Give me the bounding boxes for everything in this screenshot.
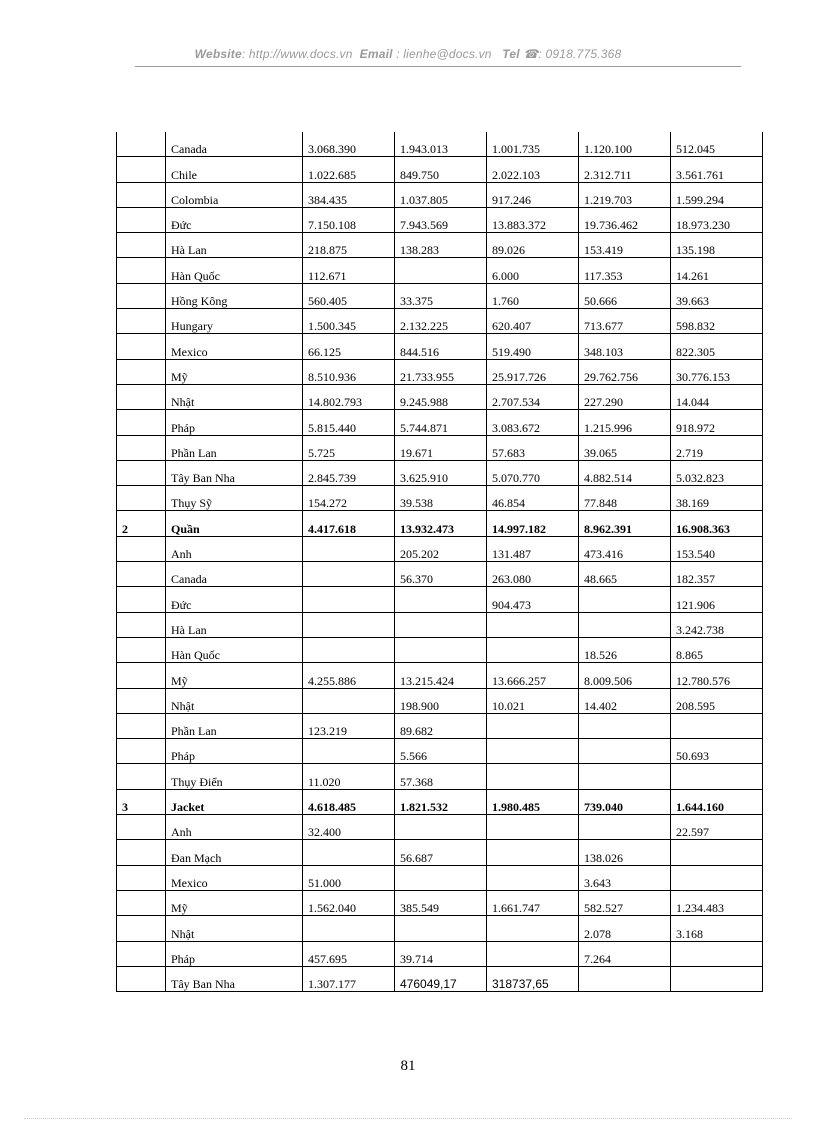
row-number-cell — [117, 283, 166, 308]
table-row — [117, 688, 763, 713]
row-number-cell: 2 — [117, 511, 166, 536]
item-name-cell: Nhật — [166, 916, 303, 941]
value-cell: 1.562.040 — [303, 890, 395, 915]
value-cell: 739.040 — [579, 789, 671, 814]
item-name-cell: Chile — [166, 157, 303, 182]
row-number-cell — [117, 840, 166, 865]
value-cell: 131.487 — [487, 536, 579, 561]
value-cell: 3.168 — [671, 916, 763, 941]
value-cell — [303, 637, 395, 662]
value-cell: 16.908.363 — [671, 511, 763, 536]
value-cell: 5.032.823 — [671, 460, 763, 485]
value-cell — [395, 587, 487, 612]
value-cell: 39.663 — [671, 283, 763, 308]
table-row — [117, 132, 763, 157]
value-cell: 2.022.103 — [487, 157, 579, 182]
value-cell: 1.215.996 — [579, 410, 671, 435]
value-cell: 8.962.391 — [579, 511, 671, 536]
item-name-cell: Nhật — [166, 384, 303, 409]
tel-label: Tel — [502, 47, 520, 61]
value-cell: 3.561.761 — [671, 157, 763, 182]
website-value: : http://www.docs.vn — [241, 47, 353, 61]
value-cell: 1.219.703 — [579, 182, 671, 207]
value-cell: 3.068.390 — [303, 132, 395, 157]
value-cell: 198.900 — [395, 688, 487, 713]
row-number-cell — [117, 865, 166, 890]
value-cell: 1.599.294 — [671, 182, 763, 207]
value-cell — [579, 815, 671, 840]
item-name-cell: Anh — [166, 536, 303, 561]
table-row — [117, 334, 763, 359]
table-row — [117, 612, 763, 637]
item-name-cell: Pháp — [166, 941, 303, 966]
table-row — [117, 966, 763, 991]
value-cell: 3.242.738 — [671, 612, 763, 637]
row-number-cell — [117, 207, 166, 232]
value-cell: 1.661.747 — [487, 890, 579, 915]
value-cell: 1.307.177 — [303, 966, 395, 991]
value-cell: 1.500.345 — [303, 309, 395, 334]
value-cell: 918.972 — [671, 410, 763, 435]
value-cell: 3.625.910 — [395, 460, 487, 485]
row-number-cell — [117, 233, 166, 258]
row-number-cell — [117, 182, 166, 207]
table-row — [117, 384, 763, 409]
item-name-cell: Pháp — [166, 410, 303, 435]
table-row — [117, 157, 763, 182]
table-row — [117, 890, 763, 915]
value-cell: 318737,65 — [487, 966, 579, 991]
value-cell: 13.932.473 — [395, 511, 487, 536]
value-cell — [579, 587, 671, 612]
value-cell — [487, 612, 579, 637]
value-cell: 112.671 — [303, 258, 395, 283]
table-row — [117, 207, 763, 232]
value-cell: 5.070.770 — [487, 460, 579, 485]
value-cell — [303, 562, 395, 587]
value-cell: 50.666 — [579, 283, 671, 308]
row-number-cell — [117, 132, 166, 157]
value-cell: 385.549 — [395, 890, 487, 915]
value-cell: 29.762.756 — [579, 359, 671, 384]
header-divider — [135, 66, 741, 67]
value-cell: 56.687 — [395, 840, 487, 865]
value-cell — [487, 764, 579, 789]
item-name-cell: Nhật — [166, 688, 303, 713]
value-cell — [487, 840, 579, 865]
value-cell: 12.780.576 — [671, 663, 763, 688]
value-cell — [395, 612, 487, 637]
table-row — [117, 916, 763, 941]
table-row — [117, 486, 763, 511]
value-cell: 13.883.372 — [487, 207, 579, 232]
value-cell: 77.848 — [579, 486, 671, 511]
value-cell — [579, 739, 671, 764]
item-name-cell: Canada — [166, 562, 303, 587]
row-number-cell — [117, 410, 166, 435]
item-name-cell: Mỹ — [166, 359, 303, 384]
value-cell: 205.202 — [395, 536, 487, 561]
item-name-cell: Hàn Quốc — [166, 637, 303, 662]
table-row — [117, 941, 763, 966]
value-cell: 123.219 — [303, 713, 395, 738]
row-number-cell — [117, 460, 166, 485]
item-name-cell: Anh — [166, 815, 303, 840]
item-name-cell: Mexico — [166, 865, 303, 890]
value-cell: 5.725 — [303, 435, 395, 460]
item-name-cell: Hungary — [166, 309, 303, 334]
value-cell: 3.643 — [579, 865, 671, 890]
value-cell: 3.083.672 — [487, 410, 579, 435]
value-cell — [579, 966, 671, 991]
tel-value: : 0918.775.368 — [538, 47, 622, 61]
row-number-cell — [117, 663, 166, 688]
value-cell: 7.150.108 — [303, 207, 395, 232]
value-cell: 14.402 — [579, 688, 671, 713]
value-cell: 56.370 — [395, 562, 487, 587]
value-cell: 38.169 — [671, 486, 763, 511]
value-cell: 263.080 — [487, 562, 579, 587]
table-row — [117, 460, 763, 485]
row-number-cell — [117, 612, 166, 637]
value-cell — [487, 865, 579, 890]
value-cell: 18.526 — [579, 637, 671, 662]
item-name-cell: Jacket — [166, 789, 303, 814]
value-cell: 218.875 — [303, 233, 395, 258]
row-number-cell — [117, 359, 166, 384]
value-cell — [303, 536, 395, 561]
value-cell — [487, 941, 579, 966]
value-cell: 4.417.618 — [303, 511, 395, 536]
value-cell — [395, 865, 487, 890]
value-cell: 2.132.225 — [395, 309, 487, 334]
value-cell: 117.353 — [579, 258, 671, 283]
value-cell: 135.198 — [671, 233, 763, 258]
table-row — [117, 764, 763, 789]
table-row — [117, 865, 763, 890]
value-cell — [671, 840, 763, 865]
value-cell: 19.736.462 — [579, 207, 671, 232]
item-name-cell: Thụy Điển — [166, 764, 303, 789]
item-name-cell: Quần — [166, 511, 303, 536]
value-cell: 512.045 — [671, 132, 763, 157]
table-row — [117, 663, 763, 688]
value-cell: 138.283 — [395, 233, 487, 258]
item-name-cell: Hồng Kông — [166, 283, 303, 308]
value-cell — [303, 840, 395, 865]
value-cell: 57.368 — [395, 764, 487, 789]
item-name-cell: Pháp — [166, 739, 303, 764]
value-cell: 457.695 — [303, 941, 395, 966]
table-row — [117, 536, 763, 561]
value-cell: 598.832 — [671, 309, 763, 334]
value-cell: 4.882.514 — [579, 460, 671, 485]
row-number-cell — [117, 739, 166, 764]
row-number-cell — [117, 486, 166, 511]
row-number-cell — [117, 562, 166, 587]
value-cell: 182.357 — [671, 562, 763, 587]
page-number: 81 — [400, 1058, 416, 1074]
table-row — [117, 410, 763, 435]
footer-divider — [24, 1118, 792, 1119]
row-number-cell — [117, 688, 166, 713]
value-cell: 822.305 — [671, 334, 763, 359]
item-name-cell: Đức — [166, 207, 303, 232]
value-cell: 2.312.711 — [579, 157, 671, 182]
table-row — [117, 258, 763, 283]
row-number-cell — [117, 916, 166, 941]
value-cell: 4.255.886 — [303, 663, 395, 688]
value-cell — [671, 713, 763, 738]
value-cell: 473.416 — [579, 536, 671, 561]
value-cell: 14.997.182 — [487, 511, 579, 536]
page-header — [0, 47, 816, 61]
value-cell: 2.707.534 — [487, 384, 579, 409]
value-cell: 154.272 — [303, 486, 395, 511]
value-cell: 348.103 — [579, 334, 671, 359]
value-cell — [579, 764, 671, 789]
value-cell: 33.375 — [395, 283, 487, 308]
value-cell: 7.943.569 — [395, 207, 487, 232]
value-cell: 1.943.013 — [395, 132, 487, 157]
value-cell — [303, 612, 395, 637]
value-cell: 1.037.805 — [395, 182, 487, 207]
table-row — [117, 713, 763, 738]
value-cell: 1.001.735 — [487, 132, 579, 157]
value-cell: 39.714 — [395, 941, 487, 966]
value-cell: 89.026 — [487, 233, 579, 258]
table-row — [117, 739, 763, 764]
value-cell — [395, 815, 487, 840]
value-cell — [487, 916, 579, 941]
value-cell: 21.733.955 — [395, 359, 487, 384]
item-name-cell: Hà Lan — [166, 233, 303, 258]
table-row — [117, 309, 763, 334]
value-cell — [303, 688, 395, 713]
value-cell: 8.009.506 — [579, 663, 671, 688]
row-number-cell — [117, 384, 166, 409]
row-number-cell — [117, 815, 166, 840]
value-cell: 39.065 — [579, 435, 671, 460]
value-cell: 904.473 — [487, 587, 579, 612]
value-cell: 917.246 — [487, 182, 579, 207]
value-cell: 1.234.483 — [671, 890, 763, 915]
item-name-cell: Thụy Sỹ — [166, 486, 303, 511]
value-cell: 2.845.739 — [303, 460, 395, 485]
value-cell: 89.682 — [395, 713, 487, 738]
value-cell: 1.644.160 — [671, 789, 763, 814]
value-cell — [671, 764, 763, 789]
item-name-cell: Mỹ — [166, 890, 303, 915]
value-cell: 13.666.257 — [487, 663, 579, 688]
value-cell: 4.618.485 — [303, 789, 395, 814]
value-cell: 384.435 — [303, 182, 395, 207]
value-cell — [395, 916, 487, 941]
table-row — [117, 283, 763, 308]
value-cell: 8.510.936 — [303, 359, 395, 384]
table-row — [117, 511, 763, 536]
value-cell — [395, 637, 487, 662]
value-cell — [487, 713, 579, 738]
table-row — [117, 562, 763, 587]
value-cell: 9.245.988 — [395, 384, 487, 409]
value-cell: 560.405 — [303, 283, 395, 308]
value-cell: 620.407 — [487, 309, 579, 334]
value-cell: 14.802.793 — [303, 384, 395, 409]
row-number-cell — [117, 941, 166, 966]
table-row — [117, 840, 763, 865]
item-name-cell: Tây Ban Nha — [166, 966, 303, 991]
value-cell: 1.022.685 — [303, 157, 395, 182]
value-cell: 1.980.485 — [487, 789, 579, 814]
value-cell: 227.290 — [579, 384, 671, 409]
value-cell — [487, 637, 579, 662]
value-cell: 30.776.153 — [671, 359, 763, 384]
value-cell: 11.020 — [303, 764, 395, 789]
value-cell: 66.125 — [303, 334, 395, 359]
value-cell: 51.000 — [303, 865, 395, 890]
email-value: : lienhe@docs.vn — [396, 47, 492, 61]
value-cell: 153.540 — [671, 536, 763, 561]
item-name-cell: Phần Lan — [166, 713, 303, 738]
value-cell — [395, 258, 487, 283]
value-cell: 713.677 — [579, 309, 671, 334]
value-cell — [303, 739, 395, 764]
value-cell: 5.815.440 — [303, 410, 395, 435]
value-cell: 32.400 — [303, 815, 395, 840]
value-cell: 153.419 — [579, 233, 671, 258]
telephone-icon: ☎ — [523, 47, 539, 61]
value-cell: 14.044 — [671, 384, 763, 409]
item-name-cell: Mexico — [166, 334, 303, 359]
row-number-cell — [117, 435, 166, 460]
row-number-cell — [117, 637, 166, 662]
value-cell: 1.120.100 — [579, 132, 671, 157]
row-number-cell — [117, 890, 166, 915]
table-row — [117, 587, 763, 612]
row-number-cell — [117, 157, 166, 182]
item-name-cell: Đan Mạch — [166, 840, 303, 865]
value-cell: 57.683 — [487, 435, 579, 460]
item-name-cell: Đức — [166, 587, 303, 612]
value-cell: 14.261 — [671, 258, 763, 283]
value-cell: 22.597 — [671, 815, 763, 840]
value-cell: 849.750 — [395, 157, 487, 182]
value-cell — [487, 815, 579, 840]
item-name-cell: Mỹ — [166, 663, 303, 688]
value-cell: 844.516 — [395, 334, 487, 359]
value-cell: 1.760 — [487, 283, 579, 308]
value-cell: 5.744.871 — [395, 410, 487, 435]
value-cell: 121.906 — [671, 587, 763, 612]
value-cell: 13.215.424 — [395, 663, 487, 688]
row-number-cell — [117, 536, 166, 561]
row-number-cell — [117, 309, 166, 334]
row-number-cell — [117, 764, 166, 789]
value-cell: 46.854 — [487, 486, 579, 511]
value-cell: 208.595 — [671, 688, 763, 713]
item-name-cell: Phần Lan — [166, 435, 303, 460]
value-cell: 7.264 — [579, 941, 671, 966]
table-row — [117, 359, 763, 384]
item-name-cell: Hàn Quốc — [166, 258, 303, 283]
table-row — [117, 435, 763, 460]
value-cell — [579, 612, 671, 637]
row-number-cell — [117, 966, 166, 991]
value-cell: 519.490 — [487, 334, 579, 359]
table-row — [117, 637, 763, 662]
value-cell: 2.719 — [671, 435, 763, 460]
row-number-cell — [117, 587, 166, 612]
value-cell: 48.665 — [579, 562, 671, 587]
value-cell: 8.865 — [671, 637, 763, 662]
item-name-cell: Canada — [166, 132, 303, 157]
value-cell: 19.671 — [395, 435, 487, 460]
value-cell: 25.917.726 — [487, 359, 579, 384]
item-name-cell: Tây Ban Nha — [166, 460, 303, 485]
value-cell: 10.021 — [487, 688, 579, 713]
row-number-cell — [117, 258, 166, 283]
value-cell — [303, 916, 395, 941]
value-cell — [579, 713, 671, 738]
row-number-cell — [117, 713, 166, 738]
value-cell — [303, 587, 395, 612]
value-cell: 6.000 — [487, 258, 579, 283]
value-cell: 138.026 — [579, 840, 671, 865]
website-label: Website — [194, 47, 242, 61]
value-cell — [671, 941, 763, 966]
item-name-cell: Hà Lan — [166, 612, 303, 637]
email-label: Email — [359, 47, 393, 61]
value-cell: 2.078 — [579, 916, 671, 941]
table-row — [117, 789, 763, 814]
row-number-cell: 3 — [117, 789, 166, 814]
value-cell — [487, 739, 579, 764]
value-cell: 18.973.230 — [671, 207, 763, 232]
row-number-cell — [117, 334, 166, 359]
value-cell — [671, 865, 763, 890]
export-data-table — [116, 132, 763, 992]
table-row — [117, 182, 763, 207]
value-cell: 582.527 — [579, 890, 671, 915]
value-cell: 39.538 — [395, 486, 487, 511]
value-cell: 476049,17 — [395, 966, 487, 991]
value-cell: 1.821.532 — [395, 789, 487, 814]
table-row — [117, 815, 763, 840]
table-row — [117, 233, 763, 258]
value-cell — [671, 966, 763, 991]
item-name-cell: Colombia — [166, 182, 303, 207]
table-body — [117, 132, 763, 992]
value-cell: 5.566 — [395, 739, 487, 764]
value-cell: 50.693 — [671, 739, 763, 764]
